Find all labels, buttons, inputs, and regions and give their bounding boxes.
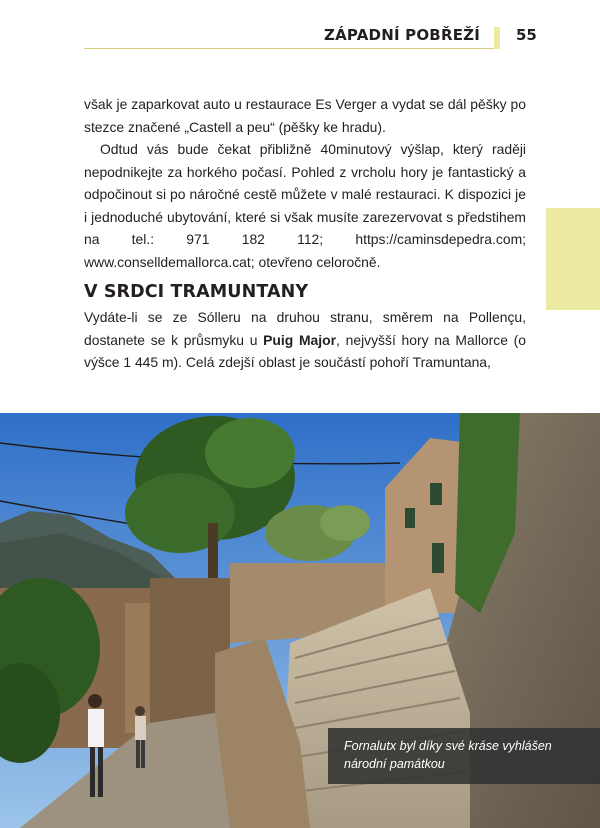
paragraph-3-start: Vydáte-li se ze Sólleru na druhou stranu, směrem na Pollençu, dostanete se k průsmyku u (84, 309, 526, 348)
photo-caption (328, 728, 600, 784)
header-rule (84, 48, 496, 49)
caption-text: Fornalutx byl díky své kráse vyhlášen národní památkou (344, 739, 552, 771)
paragraph-3-end: , nejvyšší hory na Mallorce (o výšce 1 445 m). Celá zdejší oblast je součástí pohoří Tramuntana, (84, 331, 526, 370)
section-heading: V SRDCI TRAMUNTANY (84, 282, 309, 302)
puig-major-bold: Puig Major (263, 331, 337, 348)
paragraph-3 (84, 306, 526, 374)
photo-fornalutx (0, 413, 600, 828)
header-marker (494, 27, 500, 49)
paragraph-2: Odtud vás bude čekat přibližně 40minutový výšlap, který raději nepodnikejte za horkého počasí. Pohled z vrcholu hory je fantastický a odpočinout si po náročné cestě můžete v malé restauraci. K dispozici je i jednoduché ubytování, které si však musíte zarezervovat s předstihem na tel.: 971 182 112; https://caminsdepedra.com; www.conselldemallorca.cat; otevřeno celoročně. (84, 141, 526, 270)
section-title: ZÁPADNÍ POBŘEŽÍ (324, 26, 480, 44)
running-header (84, 24, 600, 54)
page-number: 55 (516, 26, 537, 44)
paragraph-1: však je zaparkovat auto u restaurace Es Verger a vydat se dál pěšky po stezce značené „Castell a peu“ (pěšky ke hradu). (84, 96, 526, 135)
side-tab-marker (546, 208, 600, 310)
